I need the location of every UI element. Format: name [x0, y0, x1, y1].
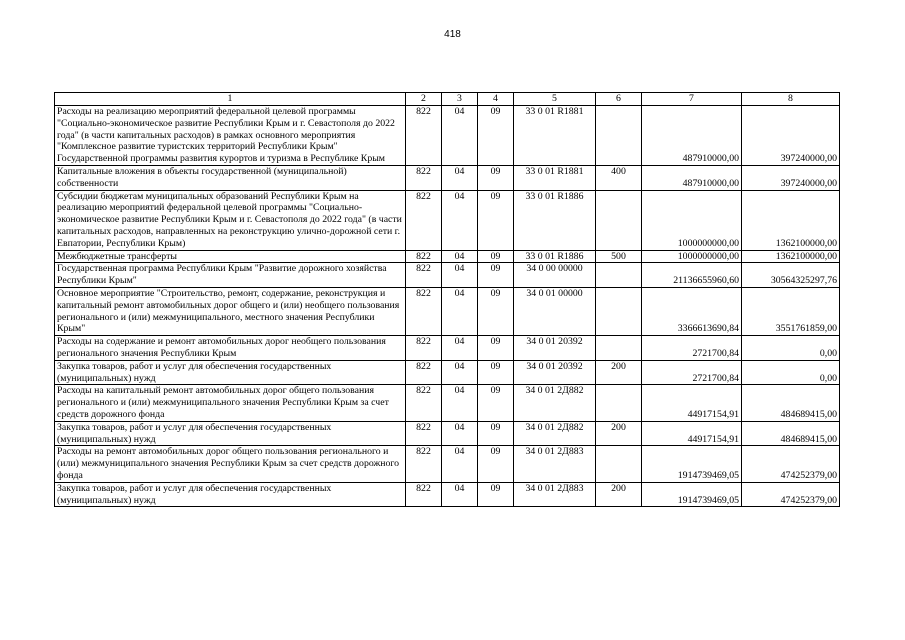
amount-col8: 474252379,00 — [742, 482, 840, 507]
table-row — [55, 385, 840, 421]
amount-col7: 487910000,00 — [642, 165, 742, 190]
target-code: 33 0 01 R1881 — [514, 165, 596, 190]
section-code: 04 — [442, 106, 478, 166]
section-code: 04 — [442, 287, 478, 335]
admin-code: 822 — [406, 360, 442, 385]
amount-col8: 484689415,00 — [742, 385, 840, 421]
target-code: 33 0 01 R1881 — [514, 106, 596, 166]
section-code: 04 — [442, 385, 478, 421]
subsection-code: 09 — [478, 250, 514, 263]
admin-code: 822 — [406, 336, 442, 361]
admin-code: 822 — [406, 250, 442, 263]
column-header: 5 — [514, 93, 596, 106]
section-code: 04 — [442, 421, 478, 446]
table-row — [55, 106, 840, 166]
subsection-code: 09 — [478, 421, 514, 446]
amount-col7: 1000000000,00 — [642, 190, 742, 250]
row-name: Межбюджетные трансферты — [55, 250, 406, 263]
row-name: Расходы на содержание и ремонт автомобильных дорог необщего пользования регионального значения Республики Крым — [55, 336, 406, 361]
row-name: Расходы на ремонт автомобильных дорог общего пользования регионального и (или) межмуниципального значения Республики Крым за счет средств дорожного фонда — [55, 446, 406, 482]
amount-col7: 44917154,91 — [642, 385, 742, 421]
section-code: 04 — [442, 360, 478, 385]
table-row — [55, 421, 840, 446]
subsection-code: 09 — [478, 106, 514, 166]
target-code: 34 0 01 2Д883 — [514, 482, 596, 507]
column-header: 4 — [478, 93, 514, 106]
section-code: 04 — [442, 482, 478, 507]
header-row — [55, 93, 840, 106]
column-header: 1 — [55, 93, 406, 106]
budget-table — [54, 92, 840, 507]
expense-type-code — [596, 446, 642, 482]
column-header: 8 — [742, 93, 840, 106]
admin-code: 822 — [406, 263, 442, 288]
amount-col8: 397240000,00 — [742, 106, 840, 166]
amount-col8: 0,00 — [742, 360, 840, 385]
target-code: 33 0 01 R1886 — [514, 250, 596, 263]
subsection-code: 09 — [478, 360, 514, 385]
subsection-code: 09 — [478, 385, 514, 421]
target-code: 34 0 01 2Д882 — [514, 385, 596, 421]
amount-col8: 1362100000,00 — [742, 190, 840, 250]
column-header: 7 — [642, 93, 742, 106]
admin-code: 822 — [406, 106, 442, 166]
amount-col7: 2721700,84 — [642, 336, 742, 361]
admin-code: 822 — [406, 446, 442, 482]
admin-code: 822 — [406, 165, 442, 190]
subsection-code: 09 — [478, 287, 514, 335]
table-row — [55, 360, 840, 385]
subsection-code: 09 — [478, 336, 514, 361]
expense-type-code — [596, 385, 642, 421]
expense-type-code: 400 — [596, 165, 642, 190]
row-name: Субсидии бюджетам муниципальных образований Республики Крым на реализацию мероприятий федеральной целевой программы "Социально-экономическое развитие Республики Крым и г. Севастополя до 2022 года" (в части капитальных расходов, направленных на реконструкцию улично-дорожной сети г. Евпатории, Республики Крым) — [55, 190, 406, 250]
amount-col7: 21136655960,60 — [642, 263, 742, 288]
table-row — [55, 263, 840, 288]
row-name: Закупка товаров, работ и услуг для обеспечения государственных (муниципальных) нужд — [55, 482, 406, 507]
column-header: 3 — [442, 93, 478, 106]
subsection-code: 09 — [478, 165, 514, 190]
section-code: 04 — [442, 250, 478, 263]
amount-col8: 30564325297,76 — [742, 263, 840, 288]
expense-type-code — [596, 106, 642, 166]
target-code: 34 0 01 2Д883 — [514, 446, 596, 482]
row-name: Закупка товаров, работ и услуг для обеспечения государственных (муниципальных) нужд — [55, 421, 406, 446]
column-header: 6 — [596, 93, 642, 106]
table-row — [55, 446, 840, 482]
amount-col7: 1914739469,05 — [642, 482, 742, 507]
table-row — [55, 336, 840, 361]
amount-col7: 2721700,84 — [642, 360, 742, 385]
amount-col8: 1362100000,00 — [742, 250, 840, 263]
amount-col8: 474252379,00 — [742, 446, 840, 482]
expense-type-code — [596, 336, 642, 361]
table-row — [55, 165, 840, 190]
expense-type-code: 500 — [596, 250, 642, 263]
subsection-code: 09 — [478, 446, 514, 482]
row-name: Государственная программа Республики Крым "Развитие дорожного хозяйства Республики Крым" — [55, 263, 406, 288]
expense-type-code: 200 — [596, 482, 642, 507]
amount-col7: 3366613690,84 — [642, 287, 742, 335]
expense-type-code — [596, 190, 642, 250]
amount-col8: 3551761859,00 — [742, 287, 840, 335]
table-row — [55, 190, 840, 250]
amount-col8: 397240000,00 — [742, 165, 840, 190]
section-code: 04 — [442, 165, 478, 190]
target-code: 34 0 01 20392 — [514, 360, 596, 385]
table-row — [55, 250, 840, 263]
target-code: 34 0 00 00000 — [514, 263, 596, 288]
amount-col8: 0,00 — [742, 336, 840, 361]
expense-type-code — [596, 287, 642, 335]
admin-code: 822 — [406, 190, 442, 250]
section-code: 04 — [442, 190, 478, 250]
target-code: 33 0 01 R1886 — [514, 190, 596, 250]
expense-type-code: 200 — [596, 421, 642, 446]
admin-code: 822 — [406, 385, 442, 421]
table-row — [55, 482, 840, 507]
amount-col8: 484689415,00 — [742, 421, 840, 446]
column-header: 2 — [406, 93, 442, 106]
target-code: 34 0 01 00000 — [514, 287, 596, 335]
target-code: 34 0 01 2Д882 — [514, 421, 596, 446]
amount-col7: 44917154,91 — [642, 421, 742, 446]
admin-code: 822 — [406, 421, 442, 446]
row-name: Расходы на реализацию мероприятий федеральной целевой программы "Социально-экономическое развитие Республики Крым и г. Севастополя до 2022 года" (в части капитальных расходов) в рамках основного мероприятия "Комплексное развитие туристских территорий Республики Крым" Государственной программы развития курортов и туризма в Республике Крым — [55, 106, 406, 166]
subsection-code: 09 — [478, 482, 514, 507]
expense-type-code: 200 — [596, 360, 642, 385]
amount-col7: 1914739469,05 — [642, 446, 742, 482]
page-number: 418 — [444, 29, 461, 40]
admin-code: 822 — [406, 482, 442, 507]
section-code: 04 — [442, 446, 478, 482]
section-code: 04 — [442, 336, 478, 361]
row-name: Расходы на капитальный ремонт автомобильных дорог общего пользования регионального и (или) межмуниципального значения Республики Крым за счет средств дорожного фонда — [55, 385, 406, 421]
subsection-code: 09 — [478, 263, 514, 288]
target-code: 34 0 01 20392 — [514, 336, 596, 361]
expense-type-code — [596, 263, 642, 288]
table-row — [55, 287, 840, 335]
admin-code: 822 — [406, 287, 442, 335]
amount-col7: 1000000000,00 — [642, 250, 742, 263]
section-code: 04 — [442, 263, 478, 288]
subsection-code: 09 — [478, 190, 514, 250]
row-name: Капитальные вложения в объекты государственной (муниципальной) собственности — [55, 165, 406, 190]
row-name: Закупка товаров, работ и услуг для обеспечения государственных (муниципальных) нужд — [55, 360, 406, 385]
amount-col7: 487910000,00 — [642, 106, 742, 166]
row-name: Основное мероприятие "Строительство, ремонт, содержание, реконструкция и капитальный ремонт автомобильных дорог общего и (или) необщего пользования регионального и (или) межмуниципального, местного значения Республики Крым" — [55, 287, 406, 335]
